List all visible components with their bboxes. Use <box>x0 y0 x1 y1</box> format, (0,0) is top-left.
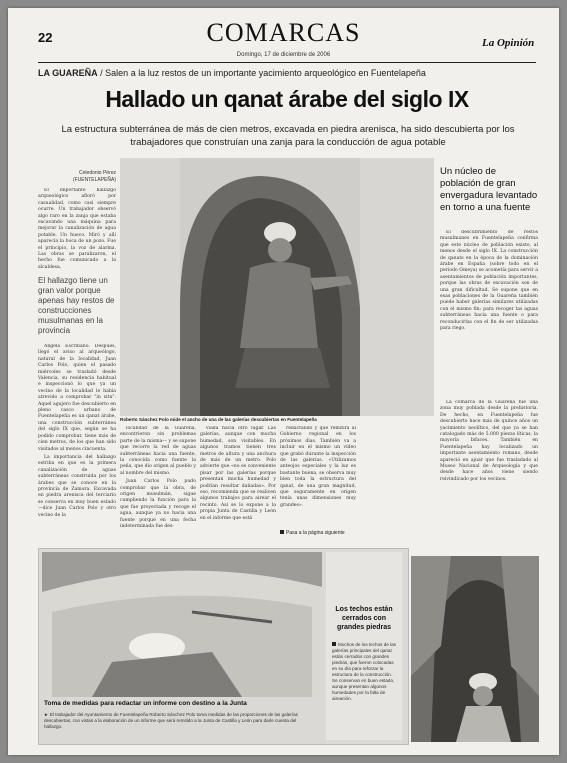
byline-place: (FUENTELAPEÑA) <box>72 177 116 183</box>
cave-photo <box>120 158 434 416</box>
article-col-1a <box>38 188 116 274</box>
byline-name: Celedonio Pérez <box>79 170 116 176</box>
article-paragraph: Juan Carlos Polo pudo comprobar que la obra, de origen musulmán, sigue cumpliendo la función para la que fue proyectada y recoge el agua, aunque ya no hacia una fuente porque en una fecha indeterminada fue des- <box>120 479 196 530</box>
jump-square-icon <box>280 530 284 534</box>
kicker-place: LA GUAREÑA <box>38 68 98 78</box>
sidebar-col <box>440 230 538 396</box>
article-paragraph: Ángela Escribano. Después, llegó el aviso al arqueólogo, natural de la localidad, Juan Carlos Polo, quien el pasado miércoles se trasladó desde Valencia, su residencia habitual e inspeccionó lo que ya un vecino de la localidad le había atrevido a comprobar "in situ". Aquel agujero fue descubierto en pleno casco urbano de Fuentelapeña es un qanat árabe, una construcción subterránea del siglo IX que, según se ha podido comprobar, tiene más de cien metros, de los que han sido visitados al menos cincuenta. <box>38 344 116 452</box>
headline: Hallado un qanat árabe del siglo IX <box>105 86 469 112</box>
article-col-2 <box>120 426 196 544</box>
article-paragraph: viada hacia otro lugar. Las galerías, aunque con mucha humedad, son visitables. En algunos tramos tienen tres metros de altura y una anchura de más de un metro. Polo advierte que «no es conveniente pisar por las galerías porque presentan mucha humedad y podrían resultar dañadas». Por eso, recomienda que se realicen algunos trabajos para airear el recinto. Así se lo expone a la propia Junta de Castilla y León en el informe que está <box>200 426 276 521</box>
tech-square-icon <box>332 642 336 646</box>
article-paragraph: La importancia del hallazgo estriba en que es la primera canalización de aguas subterráneas construida por los árabes que se conoce en la provincia de Zamora. Excavada en piedra arenisca del terciario se conserva en muy buen estado —dice Juan Carlos Polo y otro vecino de la <box>38 454 116 518</box>
gallery-photo <box>411 556 539 742</box>
measuring-photo <box>42 552 322 697</box>
bottom-caption-text <box>44 712 299 730</box>
caption-arrow-icon: ► <box>44 712 50 717</box>
section-title: COMARCAS <box>206 18 361 47</box>
issue-date: Domingo, 17 de diciembre de 2006 <box>236 52 331 58</box>
tech-headline: Los techos están cerrados con grandes piedras <box>335 606 393 631</box>
page-number: 22 <box>38 30 53 45</box>
jump-line <box>280 530 390 536</box>
newspaper-page <box>8 8 559 755</box>
photo-caption: Roberto Sánchez Polo mide el ancho de una de las galerías descubiertas en Fuentelapeña <box>120 417 317 422</box>
pull-quote: El hallazgo tiene un gran valor porque apenas hay restos de construcciones musulmanas en la provincia <box>38 276 115 335</box>
header-rule <box>38 62 536 63</box>
article-paragraph: redactando y que remitirá al Gobierno regional en los próximos días. También va a incluir en el mismo un vídeo que grabó durante la inspección de las galerías. «Utilizamos anteojos especiales y la luz es bastante buena, se observa muy bien toda la estructura del qanat, de una gran magnitud, que seguramente en origen tenía unas dimensiones muy grandes». <box>280 426 356 508</box>
sidebar-paragraph: El descubrimiento de restos musulmanes en Fuentelapeña confirma que este núcleo de población existe, al menos desde el siglo IX. La construcción de qanats en la época de la dominación árabe en España (sobre todo en el periodo Omeya) se acometía para servir a asentamientos de población importantes, porque las obras de excavación son de una gran dificultad. Se supone que en esas poblaciones de la Guareña también puede haber galerías similares utilizadas con el mismo fin: para recoger las aguas subterráneas hacia una fuente o para reconducirlas con el fin de ser utilizadas para riego. <box>440 230 538 332</box>
newspaper-logo: La Opinión <box>482 37 535 49</box>
article-paragraph: El importante hallazgo arqueológico afloró por casualidad, como casi siempre ocurre. Un trabajador observó algo raro en la zanja que estaba excavando una máquina para mejorar la canalización de agua potable. Un hueco. Miró y allí aparecía la boca de un pozo. Fue el principio, la voz de alarma. Las obras se paralizaron, el hecho fue comunicado a la alcaldesa, <box>38 188 116 270</box>
sidebar-paragraph: La comarca de la Guareña fue una zona muy poblada desde la prehistoria. De hecho, en Fuentelapeña fue descubierto hace más de quince años un yacimiento neolítico, del que ya se han catalogado más de 5.000 piezas líticas, la mayoría bifaces. También en Fuentelapeña hay localizado un importante asentamiento romano, desde apareció en ajuar que fue trasladado al Museo Nacional de Arqueología y que desde hace años viene siendo reivindicado por los vecinos. <box>440 400 538 482</box>
article-paragraph: localidad de la Guareña, encontrieron sin problemas parte de la misma— y se supone que recorre la red de aguas subterráneas hacia una fuente, la conocida como fuente la peña, que dio origen al pueblo y al nombre del mismo. <box>120 426 196 476</box>
tech-text-body: Muchos de los techos de las galerías principales del qanat están cerrados con grandes piedras, que fueron colocadas en su día para reforzar la estructura de la construcción. Se conservan en buen estado, aunque presentan algunos humedades por la falta de aireación. <box>332 642 396 701</box>
deck: La estructura subterránea de más de cien metros, excavada en piedra arenisca, ha sido descubierta por los trabajadores que construían una zanja para la conducción de agua potable <box>61 124 515 148</box>
kicker <box>38 68 538 78</box>
cave-photo-illustration <box>120 158 434 416</box>
article-col-3 <box>200 426 276 544</box>
measuring-photo-illustration <box>42 552 322 697</box>
article-col-4 <box>280 426 356 526</box>
bottom-caption-body: El trabajador del Ayuntamiento de Fuentelapeña Roberto Sánchez Polo toma medidas de las proporciones de las galerías descubiertas, con vistas a la elaboración de un informe que será remitido a la Junta de Castilla y León para darle cuenta del hallazgo. <box>44 712 298 729</box>
bottom-caption-headline: Toma de medidas para redactar un informe con destino a la Junta <box>44 700 247 707</box>
jump-text: Pasa a la página siguiente <box>286 530 345 536</box>
byline <box>38 170 116 184</box>
sidebar-headline: Un núcleo de población de gran envergadura levantado en torno a una fuente <box>440 166 538 213</box>
tech-text <box>332 642 396 702</box>
gallery-photo-illustration <box>411 556 539 742</box>
sidebar-col-2 <box>440 400 538 540</box>
article-col-1b <box>38 344 116 544</box>
kicker-text: / Salen a la luz restos de un importante yacimiento arqueológico en Fuentelapeña <box>97 68 426 78</box>
